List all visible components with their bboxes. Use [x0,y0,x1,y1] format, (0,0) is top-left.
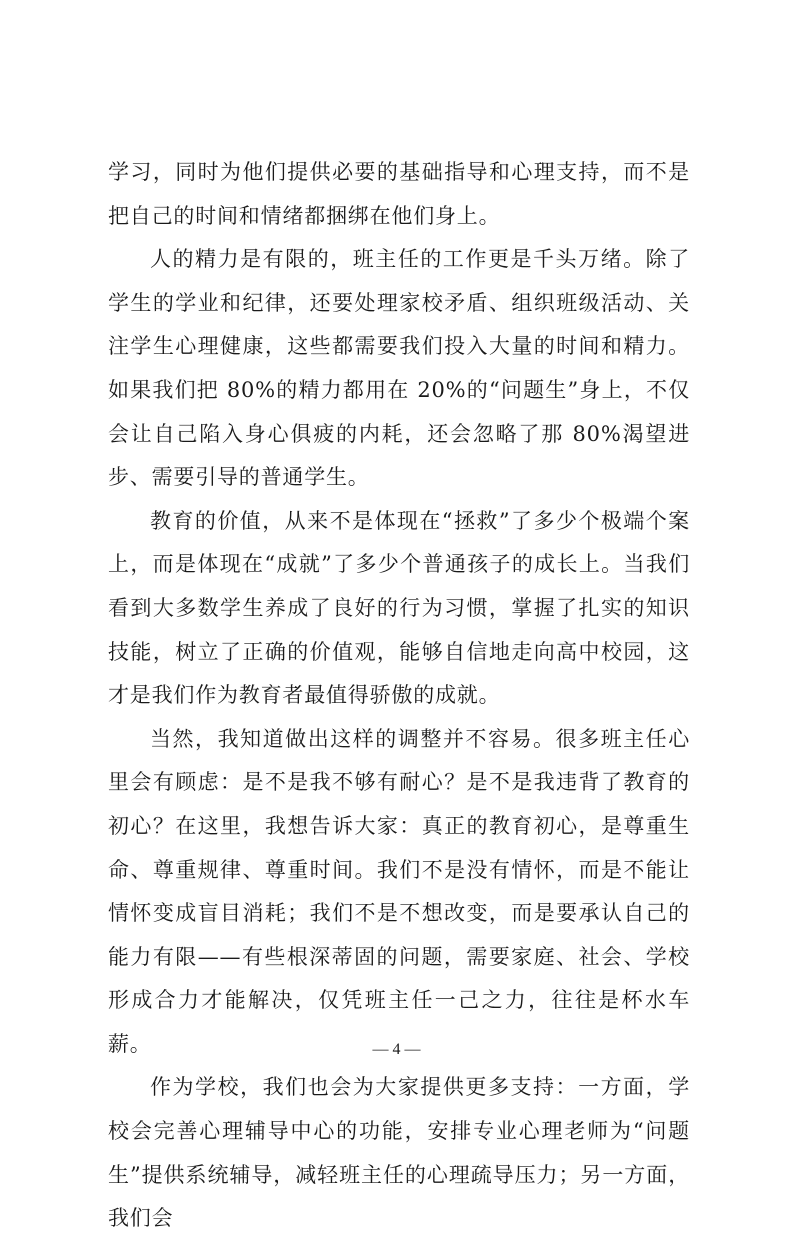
paragraph-adjustment: 当然，我知道做出这样的调整并不容易。很多班主任心里会有顾虑：是不是我不够有耐心？是不是我违背了教育的初心？在这里，我想告诉大家：真正的教育初心，是尊重生命、尊重规律、尊重时间。我们不是没有情怀，而是不能让情怀变成盲目消耗；我们不是不想改变，而是要承认自己的能力有限——有些根深蒂固的问题，需要家庭、社会、学校形成合力才能解决，仅凭班主任一己之力，往往是杯水车薪。 [108,726,690,1056]
paragraph-education-value: 教育的价值，从来不是体现在“拯救”了多少个极端个案上，而是体现在“成就”了多少个普通孩子的成长上。当我们看到大多数学生养成了良好的行为习惯，掌握了扎实的知识技能，树立了正确的价值观，能够自信地走向高中校园，这才是我们作为教育者最值得骄傲的成就。 [108,508,690,708]
paragraph-energy-limited: 人的精力是有限的，班主任的工作更是千头万绪。除了学生的学业和纪律，还要处理家校矛盾、组织班级活动、关注学生心理健康，这些都需要我们投入大量的时间和精力。如果我们把 80%的精力都用在 20%的“问题生”身上，不仅会让自己陷入身心俱疲的内耗，还会忽略了那 80%渴望进步、需要引导的普通学生。 [108,247,690,490]
paragraph-continuation: 学习，同时为他们提供必要的基础指导和心理支持，而不是把自己的时间和情绪都捆绑在他们身上。 [108,160,690,228]
paragraph-school-support: 作为学校，我们也会为大家提供更多支持：一方面，学校会完善心理辅导中心的功能，安排专业心理老师为“问题生”提供系统辅导，减轻班主任的心理疏导压力；另一方面，我们会 [108,1075,690,1231]
body-text [108,151,690,1241]
page-number: — 4 — [372,1041,421,1058]
